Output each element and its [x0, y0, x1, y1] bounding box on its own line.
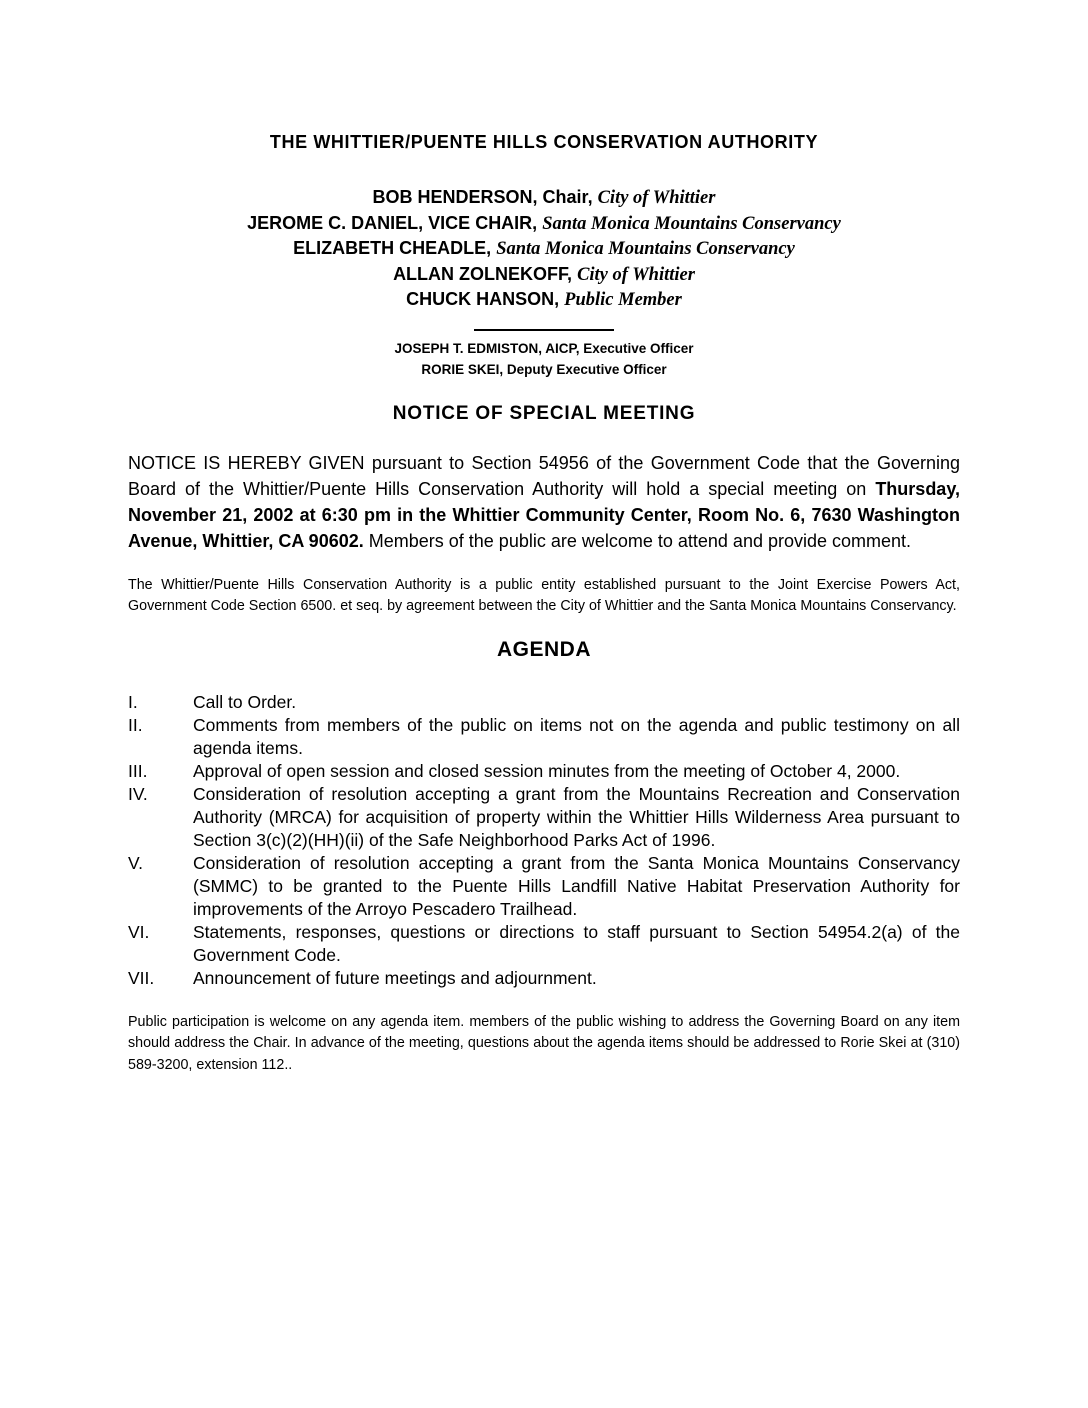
agenda-item-text: Approval of open session and closed session minutes from the meeting of October 4, 2000.	[193, 760, 901, 781]
agenda-numeral: IV.	[128, 783, 148, 804]
agenda-item	[128, 852, 960, 921]
agenda-list	[128, 691, 960, 990]
board-member-line	[128, 236, 960, 262]
member-name: BOB HENDERSON, Chair,	[372, 187, 593, 207]
notice-lead-text: NOTICE IS HEREBY GIVEN pursuant to Section 54956 of the Government Code that the Governing Board of the Whittier/Puente Hills Conservation Authority will hold a special meeting on	[128, 452, 960, 499]
agenda-item	[128, 714, 960, 760]
board-member-line	[128, 211, 960, 237]
board-members-list	[128, 185, 960, 313]
agenda-numeral: V.	[128, 852, 143, 873]
agenda-numeral: I.	[128, 691, 138, 712]
board-member-line	[128, 185, 960, 211]
member-affiliation: City of Whittier	[577, 264, 695, 285]
agenda-numeral: II.	[128, 714, 143, 735]
officer-line: JOSEPH T. EDMISTON, AICP, Executive Officer	[394, 340, 694, 356]
agenda-item	[128, 921, 960, 967]
member-affiliation: Public Member	[564, 290, 682, 310]
agenda-item	[128, 760, 960, 783]
public-participation-note: Public participation is welcome on any agenda item. members of the public wishing to address the Governing Board on any item should address the Chair. In advance of the meeting, questions about the agenda items should be addressed to Rorie Skei at (310) 589-3200, extension 112..	[128, 1013, 960, 1073]
officer-line: RORIE SKEI, Deputy Executive Officer	[421, 362, 667, 377]
member-name: CHUCK HANSON,	[406, 289, 560, 309]
agenda-heading: AGENDA	[496, 637, 591, 661]
member-affiliation: City of Whittier	[597, 188, 716, 208]
agenda-item	[128, 691, 960, 714]
member-affiliation: Santa Monica Mountains Conservancy	[496, 239, 795, 259]
agenda-numeral: III.	[128, 760, 148, 781]
agenda-item-text: Comments from members of the public on items not on the agenda and public testimony on all agenda items.	[193, 714, 960, 758]
agenda-item-text: Call to Order.	[193, 691, 297, 712]
agenda-item-text: Announcement of future meetings and adjournment.	[193, 967, 597, 988]
notice-tail-text: Members of the public are welcome to attend and provide comment.	[363, 530, 912, 551]
officers-list	[128, 338, 960, 381]
agenda-item	[128, 783, 960, 852]
agenda-numeral: VII.	[128, 967, 155, 988]
agenda-item-text: Consideration of resolution accepting a grant from the Mountains Recreation and Conservation Authority (MRCA) for acquisition of property within the Whittier Hills Wilderness Area pursuant to Section 3(c)(2)(HH)(ii) of the Safe Neighborhood Parks Act of 1996.	[193, 783, 960, 850]
notice-paragraph	[128, 450, 960, 554]
agenda-item-text: Consideration of resolution accepting a grant from the Santa Monica Mountains Conservancy (SMMC) to be granted to the Puente Hills Landfill Native Habitat Preservation Authority for improvements of the Arroyo Pescadero Trailhead.	[193, 852, 960, 919]
document-title: THE WHITTIER/PUENTE HILLS CONSERVATION AUTHORITY	[269, 132, 819, 152]
entity-paragraph: The Whittier/Puente Hills Conservation Authority is a public entity established pursuant to the Joint Exercise Powers Act, Government Code Section 6500. et seq. by agreement between the City of Whittier and the Santa Monica Mountains Conservancy.	[128, 576, 960, 614]
board-member-line	[128, 287, 960, 313]
agenda-item	[128, 967, 960, 990]
member-affiliation: Santa Monica Mountains Conservancy	[542, 213, 841, 234]
officers-divider-rule	[474, 329, 614, 331]
notice-bold-text: Thursday, November 21, 2002 at 6:30 pm in the Whittier Community Center, Room No. 6, 7630 Washington Avenue, Whittier, CA 90602.	[128, 478, 960, 551]
board-member-line	[128, 262, 960, 288]
member-name: JEROME C. DANIEL, VICE CHAIR,	[247, 212, 538, 233]
member-name: ELIZABETH CHEADLE,	[293, 238, 492, 258]
agenda-item-text: Statements, responses, questions or directions to staff pursuant to Section 54954.2(a) of the Government Code.	[193, 921, 960, 965]
member-name: ALLAN ZOLNEKOFF,	[393, 263, 573, 284]
agenda-numeral: VI.	[128, 921, 150, 942]
notice-heading: NOTICE OF SPECIAL MEETING	[392, 402, 696, 424]
